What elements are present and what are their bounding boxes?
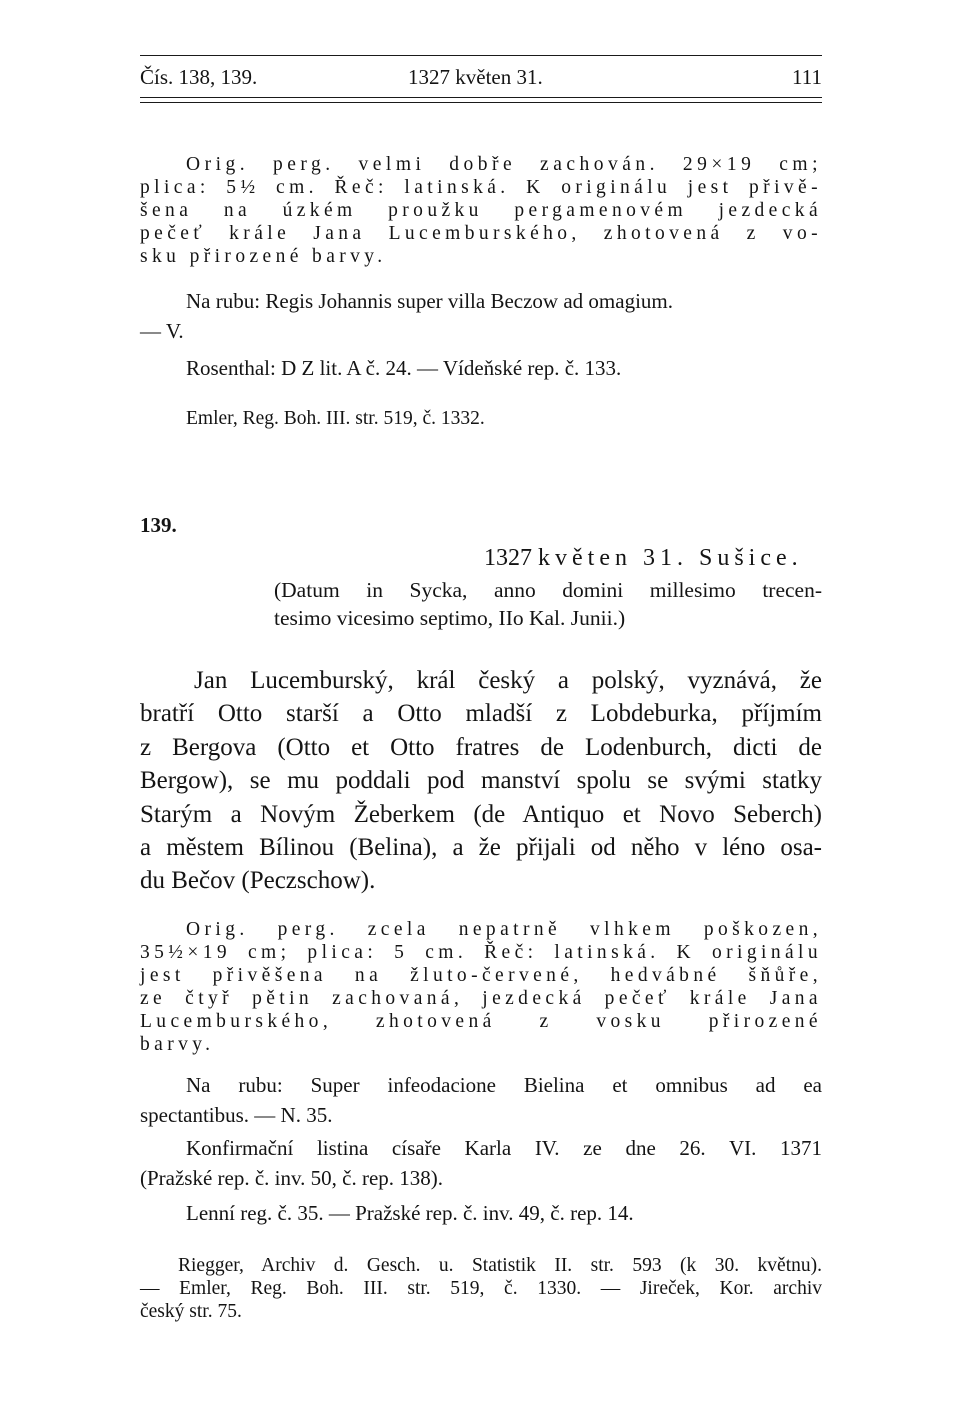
doc139-regest — [140, 664, 822, 898]
doc139-confirmation — [140, 1133, 822, 1193]
doc139-description-line: ze čtyř pětin zachovaná, jezdecká pečeť krále Jana — [140, 988, 822, 1009]
doc139-description-line: Lucemburského, zhotovená z vosku přirozené — [140, 1011, 822, 1032]
doc138-description-line: Orig. perg. velmi dobře zachován. 29×19 cm; — [186, 154, 822, 175]
doc139-description-line: jest přivěšena na žluto-červené, hedvábné šňůře, — [140, 965, 822, 986]
doc139-datum-line: (Datum in Sycka, anno domini millesimo trecen- — [274, 578, 822, 602]
doc139-regest-line: a městem Bílinou (Belina), a že přijali od něho v léno osa- — [140, 834, 822, 862]
running-header — [140, 62, 822, 92]
doc139-dorse-note — [140, 1070, 822, 1130]
page-number: 111 — [792, 65, 822, 89]
doc139-dorse-line: Na rubu: Super infeodacione Bielina et omnibus ad ea — [186, 1073, 822, 1097]
doc138-emler-line: Emler, Reg. Boh. III. str. 519, č. 1332. — [186, 408, 485, 429]
doc139-confirmation-line: Konfirmační listina císaře Karla IV. ze dne 26. VI. 1371 — [186, 1136, 822, 1160]
doc139-literature-line: — Emler, Reg. Boh. III. str. 519, č. 1330. — Jireček, Kor. archiv — [140, 1278, 822, 1299]
doc139-literature-line: Riegger, Archiv d. Gesch. u. Statistik II. str. 593 (k 30. květnu). — [178, 1255, 822, 1276]
doc139-description-line: barvy. — [140, 1034, 215, 1055]
doc138-rosenthal-line: Rosenthal: D Z lit. A č. 24. — Vídeňské rep. č. 133. — [186, 356, 622, 380]
doc139-date-rest: květen 31. Sušice. — [538, 545, 803, 571]
doc139-description — [140, 918, 822, 1056]
doc138-description-line: šena na úzkém proužku pergamenovém jezdecká — [140, 200, 822, 221]
doc138-emler-reference — [140, 405, 822, 433]
doc138-description-line: sku přirozené barvy. — [140, 246, 387, 267]
doc138-description — [140, 153, 822, 268]
doc139-dorse-line: spectantibus. — N. 35. — [140, 1103, 333, 1127]
doc139-description-line: Orig. perg. zcela nepatrně vlhkem poškozen, — [186, 919, 822, 940]
doc139-regest-line: Starým a Novým Žeberkem (de Antiquo et Novo Seberch) — [140, 800, 822, 828]
doc138-description-line: pečeť krále Jana Lucemburského, zhotovená z vo- — [140, 223, 822, 244]
doc139-datum — [140, 576, 822, 632]
header-date: 1327 květen 31. — [408, 65, 543, 89]
doc139-feudal-line: Lenní reg. č. 35. — Pražské rep. č. inv. 49, č. rep. 14. — [186, 1201, 634, 1225]
doc139-literature-line: český str. 75. — [140, 1301, 242, 1322]
doc138-dorse-line: Na rubu: Regis Johannis super villa Beczow ad omagium. — [186, 289, 673, 313]
header-rule-bottom — [140, 97, 822, 103]
doc139-number: 139. — [140, 513, 177, 537]
doc138-dorse-note — [140, 286, 822, 346]
doc139-confirmation-line: (Pražské rep. č. inv. 50, č. rep. 138). — [140, 1166, 444, 1190]
doc138-description-line: plica: 5½ cm. Řeč: latinská. K originálu jest přivě- — [140, 177, 822, 198]
doc138-dorse-line: — V. — [140, 319, 184, 343]
doc139-regest-line: Jan Lucemburský, král český a polský, vyznává, že — [194, 667, 822, 694]
doc139-feudal-register — [140, 1198, 822, 1228]
doc139-regest-line: bratří Otto starší a Otto mladší z Lobdeburka, příjmím — [140, 700, 822, 728]
doc139-regest-line: Bergow), se mu poddali pod manství spolu se svými statky — [140, 767, 822, 795]
doc139-date-year: 1327 — [484, 545, 532, 571]
doc139-regest-line: z Bergova (Otto et Otto fratres de Lodenburch, dicti de — [140, 733, 822, 761]
doc139-regest-line: du Bečov (Peczschow). — [140, 867, 376, 895]
doc138-rosenthal — [140, 353, 822, 383]
doc139-date-place — [140, 543, 822, 573]
doc139-literature — [140, 1254, 822, 1323]
doc139-datum-line: tesimo vicesimo septimo, IIo Kal. Junii.) — [274, 606, 626, 630]
header-rule-top — [140, 55, 822, 56]
doc139-description-line: 35½×19 cm; plica: 5 cm. Řeč: latinská. K originálu — [140, 942, 822, 963]
header-document-numbers: Čís. 138, 139. — [140, 65, 258, 89]
